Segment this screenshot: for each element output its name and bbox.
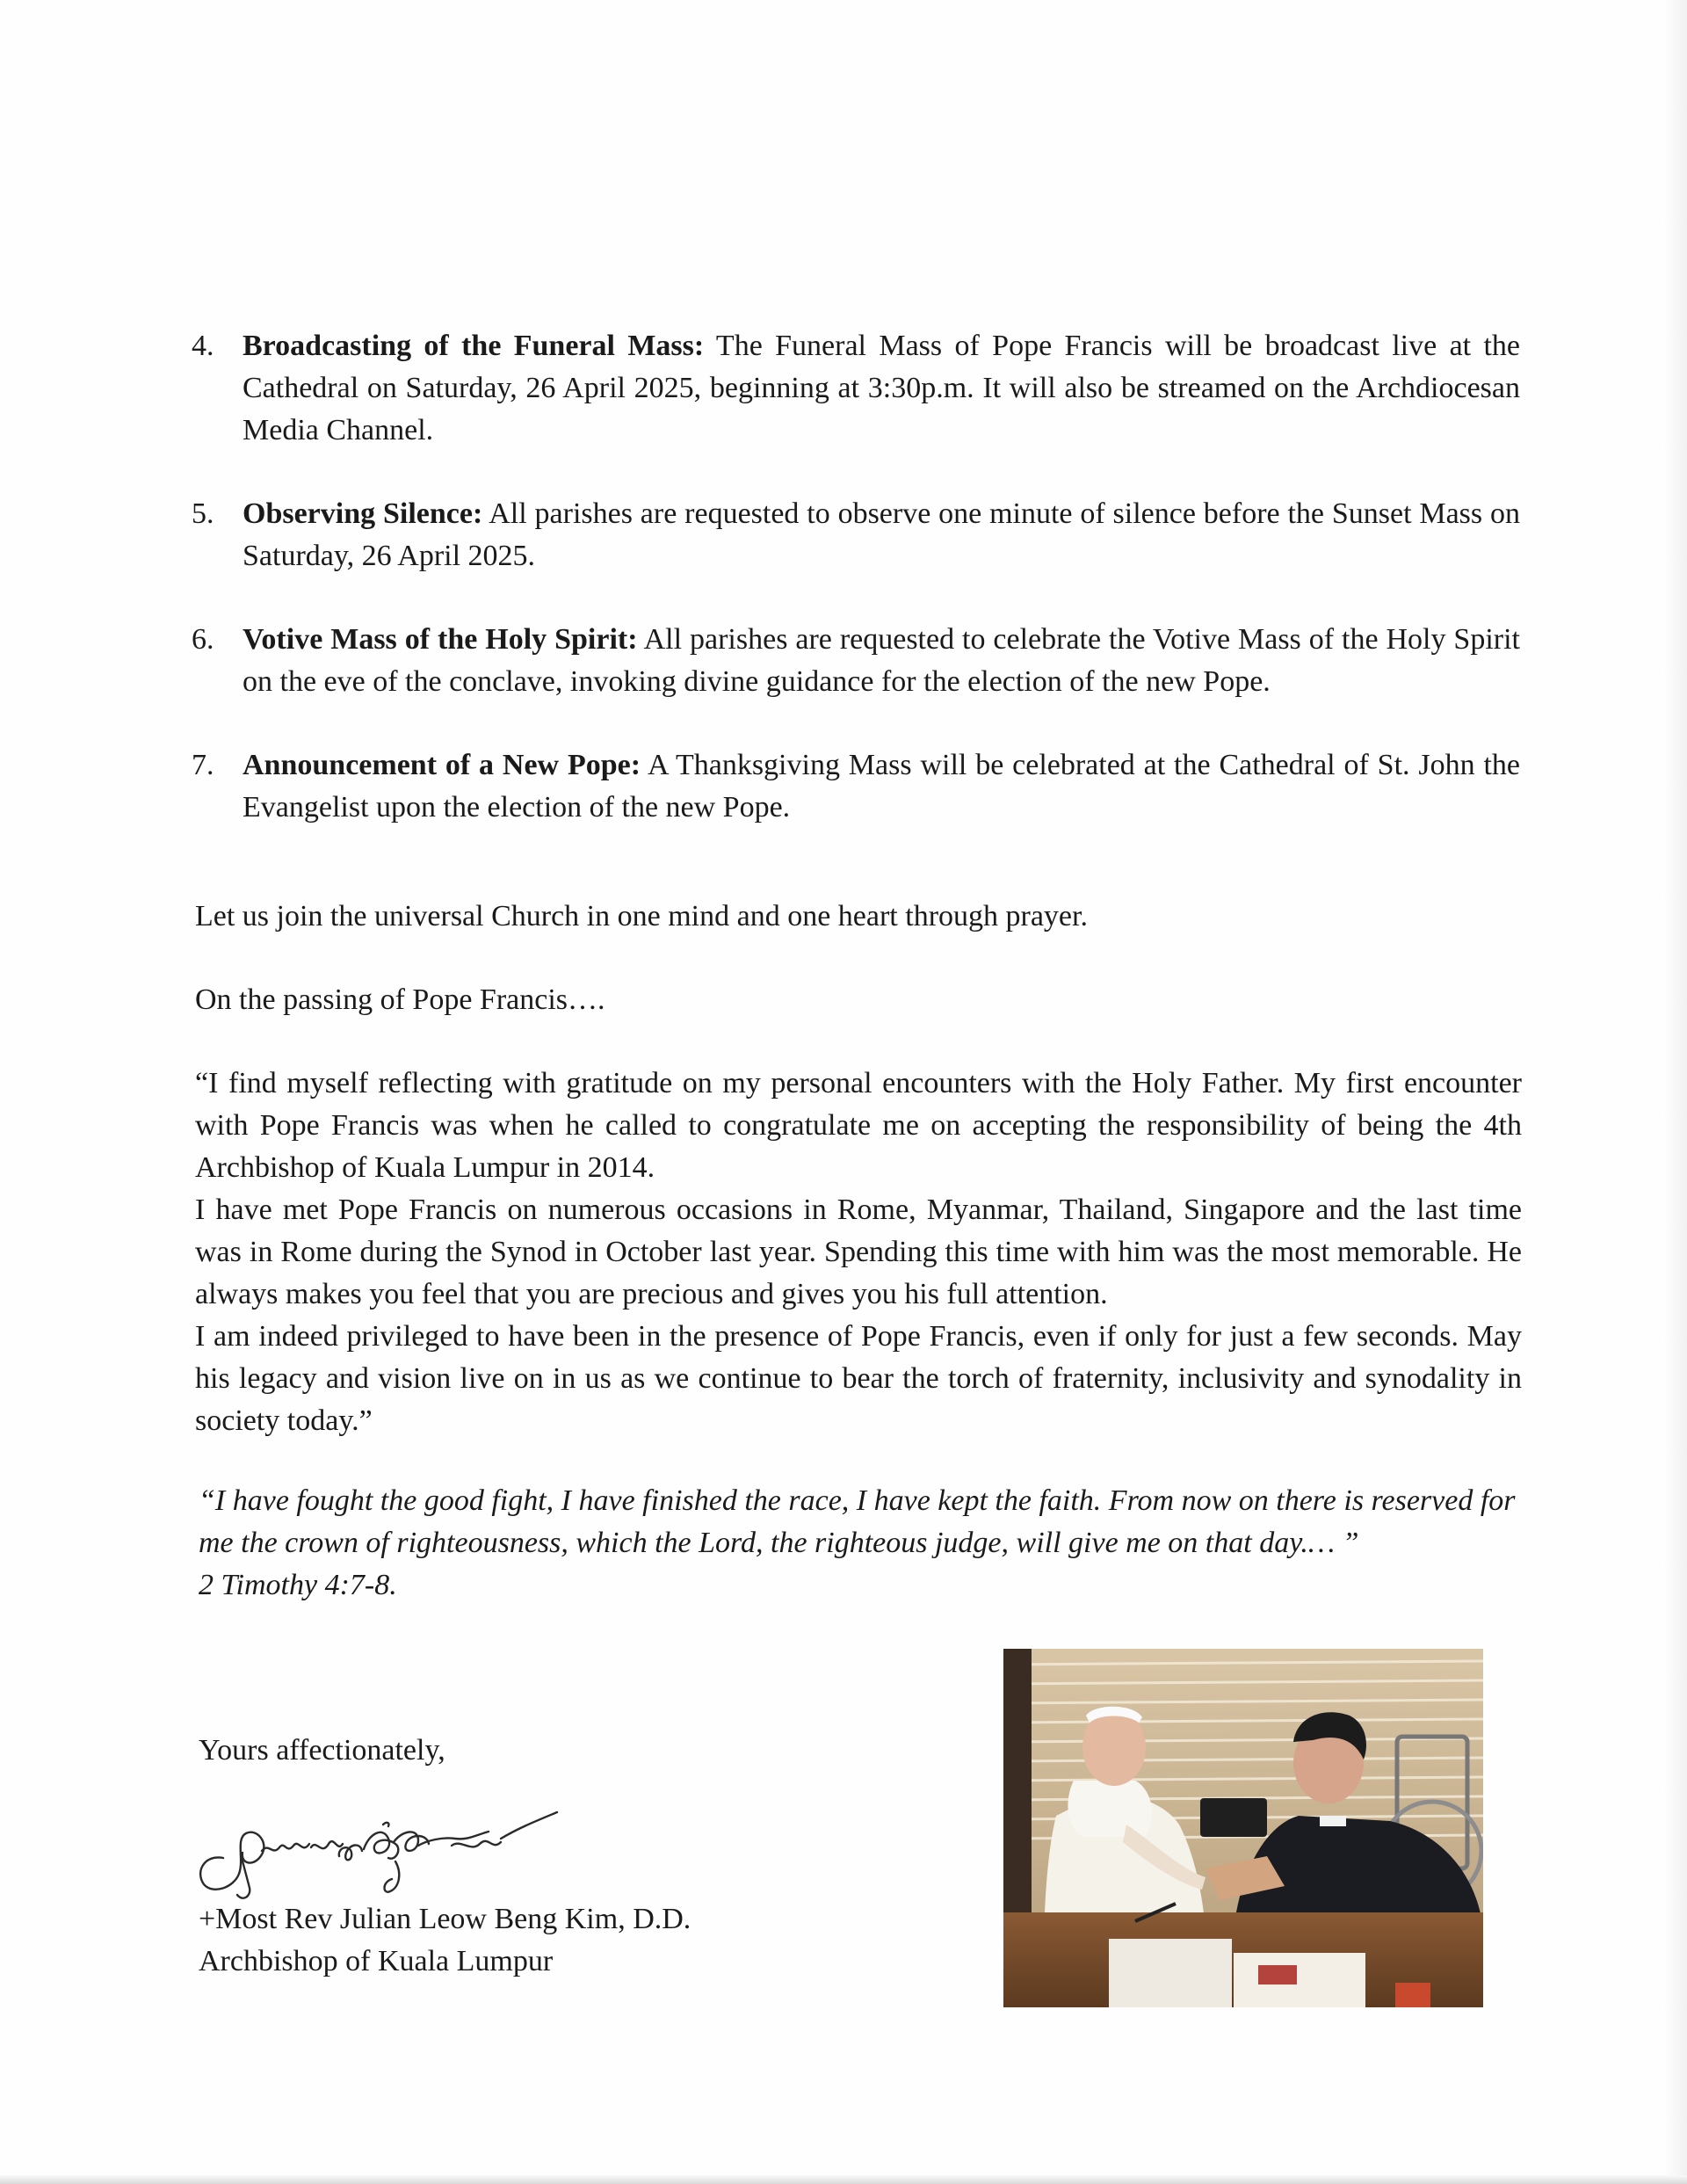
scripture-quote <box>199 1480 1525 1607</box>
list-item-votive-mass <box>192 619 1520 703</box>
list-number: 7. <box>192 749 214 781</box>
quote-paragraph-2: I have met Pope Francis on numerous occasions in Rome, Myanmar, Thailand, Singapore and the last time was in Rome during the Synod in October last year. Spending this time with him was the most memorable. He always makes you feel that you are precious and gives you his full attention. <box>195 1194 1522 1310</box>
list-item-body: The Funeral Mass of Pope Francis will be broadcast live at the Cathedral on Saturday, 26 April 2025, beginning at 3:30p.m. It will also be streamed on the Archdiocesan Media Channel. <box>243 330 1520 446</box>
quote-paragraph-3: I am indeed privileged to have been in the presence of Pope Francis, even if only for just a few seconds. May his legacy and vision live on in us as we continue to bear the torch of fraternity, inclusivity and synodality in society today.” <box>195 1320 1522 1437</box>
list-item-title: Announcement of a New Pope: <box>243 749 641 781</box>
signer-title: Archbishop of Kuala Lumpur <box>199 1945 554 1977</box>
signoff: Yours affectionately, <box>199 1734 445 1767</box>
scan-edge-right <box>1662 0 1687 2184</box>
list-item-new-pope <box>192 744 1520 829</box>
photo-archbishop-with-pope <box>1003 1649 1483 2007</box>
scan-edge-bottom <box>0 2175 1687 2184</box>
list-item-body: All parishes are requested to celebrate the Votive Mass of the Holy Spirit on the eve of the conclave, invoking divine guidance for the election of the new Pope. <box>243 623 1520 698</box>
closing-line: Let us join the universal Church in one mind and one heart through prayer. <box>195 900 1088 932</box>
directives-list <box>192 325 1520 870</box>
scripture-reference: 2 Timothy 4:7-8. <box>199 1569 397 1601</box>
list-item-body: A Thanksgiving Mass will be celebrated at the Cathedral of St. John the Evangelist upon the election of the new Pope. <box>243 749 1520 824</box>
list-item-title: Votive Mass of the Holy Spirit: <box>243 623 638 656</box>
signer-name: +Most Rev Julian Leow Beng Kim, D.D. <box>199 1903 691 1935</box>
list-item-title: Broadcasting of the Funeral Mass: <box>243 330 705 362</box>
signer-block <box>199 1898 691 1983</box>
list-item-silence <box>192 493 1520 577</box>
scripture-text: “I have fought the good fight, I have finished the race, I have kept the faith. From now on there is reserved for me the crown of righteousness, which the Lord, the righteous judge, will give me on that day.… ” <box>199 1484 1516 1559</box>
archbishop-quote <box>195 1063 1522 1442</box>
photo-image <box>1003 1649 1483 2007</box>
handwritten-signature <box>188 1803 601 1909</box>
list-item-title: Observing Silence: <box>243 497 483 530</box>
list-item-body: All parishes are requested to observe one minute of silence before the Sunset Mass on Saturday, 26 April 2025. <box>243 497 1520 572</box>
list-number: 6. <box>192 623 214 656</box>
quote-paragraph-1: “I find myself reflecting with gratitude on my personal encounters with the Holy Father. My first encounter with Pope Francis was when he called to congratulate me on accepting the responsibility of being the 4th Archbishop of Kuala Lumpur in 2014. <box>195 1067 1522 1184</box>
list-number: 4. <box>192 330 214 362</box>
list-number: 5. <box>192 497 214 530</box>
passing-line: On the passing of Pope Francis…. <box>195 983 605 1016</box>
list-item-broadcasting <box>192 325 1520 452</box>
